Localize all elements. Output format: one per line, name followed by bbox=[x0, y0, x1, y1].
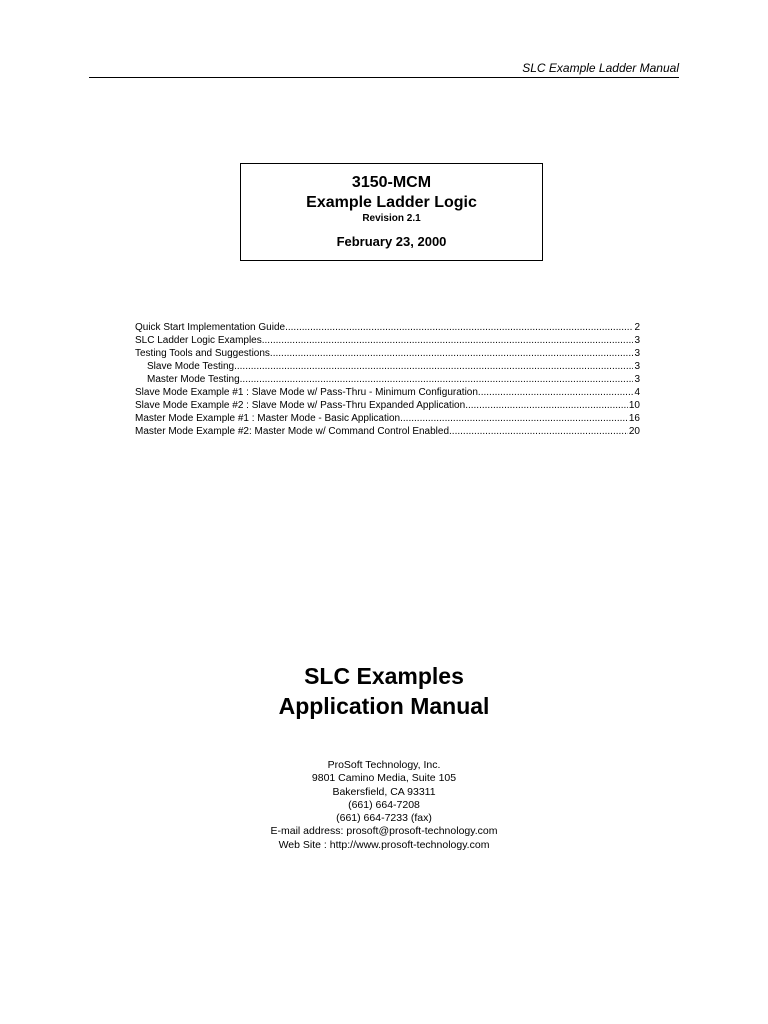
table-of-contents bbox=[135, 321, 640, 438]
toc-entry-page: 3 bbox=[634, 374, 640, 385]
document-date: February 23, 2000 bbox=[336, 234, 447, 249]
document-title: Example Ladder Logic bbox=[306, 194, 477, 211]
phone-number: (661) 664-7208 bbox=[348, 798, 420, 811]
title-box bbox=[240, 163, 543, 261]
toc-entry-page: 4 bbox=[634, 387, 640, 398]
toc-entry[interactable] bbox=[135, 334, 640, 347]
toc-entry[interactable] bbox=[135, 347, 640, 360]
manual-title bbox=[0, 661, 768, 721]
toc-entry-page: 3 bbox=[634, 361, 640, 372]
toc-entry-label: Master Mode Example #2: Master Mode w/ Command Control Enabled bbox=[135, 426, 450, 437]
company-name: ProSoft Technology, Inc. bbox=[327, 759, 441, 771]
running-header: SLC Example Ladder Manual bbox=[522, 61, 679, 75]
toc-entry[interactable] bbox=[135, 425, 640, 438]
toc-entry-label: Quick Start Implementation Guide bbox=[135, 322, 286, 333]
toc-entry[interactable] bbox=[135, 412, 640, 425]
document-code: 3150-MCM bbox=[351, 174, 432, 191]
web-address: Web Site : http://www.prosoft-technology.com bbox=[278, 838, 490, 851]
toc-entry-label: Master Mode Testing bbox=[147, 374, 240, 385]
toc-entry-label: Master Mode Example #1 : Master Mode - Basic Application bbox=[135, 413, 401, 424]
toc-leader bbox=[285, 321, 633, 334]
manual-title-line2: Application Manual bbox=[278, 693, 490, 719]
toc-leader bbox=[240, 373, 634, 386]
email-address: E-mail address: prosoft@prosoft-technology.com bbox=[270, 825, 498, 838]
toc-entry[interactable] bbox=[135, 360, 640, 373]
city-address: Bakersfield, CA 93311 bbox=[332, 785, 436, 798]
street-address: 9801 Camino Media, Suite 105 bbox=[311, 772, 457, 785]
header-rule bbox=[89, 77, 679, 78]
toc-leader bbox=[465, 399, 628, 412]
revision-label: Revision 2.1 bbox=[362, 213, 421, 224]
toc-leader bbox=[234, 360, 633, 373]
toc-leader bbox=[270, 347, 634, 360]
fax-number: (661) 664-7233 (fax) bbox=[336, 812, 432, 825]
toc-entry-page: 20 bbox=[628, 426, 640, 437]
toc-leader bbox=[478, 386, 634, 399]
toc-entry[interactable] bbox=[135, 321, 640, 334]
toc-entry-label: Slave Mode Example #1 : Slave Mode w/ Pass-Thru - Minimum Configuration bbox=[135, 387, 478, 398]
toc-entry-page: 3 bbox=[634, 348, 640, 359]
toc-entry-page: 3 bbox=[634, 335, 640, 346]
toc-leader bbox=[262, 334, 634, 347]
toc-entry-label: Slave Mode Example #2 : Slave Mode w/ Pass-Thru Expanded Application bbox=[135, 400, 466, 411]
toc-leader bbox=[449, 425, 628, 438]
toc-entry-page: 16 bbox=[628, 413, 640, 424]
manual-title-line1: SLC Examples bbox=[304, 663, 464, 689]
toc-leader bbox=[400, 412, 628, 425]
toc-entry-page: 10 bbox=[628, 400, 640, 411]
toc-entry[interactable] bbox=[135, 373, 640, 386]
toc-entry-label: SLC Ladder Logic Examples bbox=[135, 335, 262, 346]
contact-block bbox=[0, 759, 768, 852]
toc-entry-label: Testing Tools and Suggestions bbox=[135, 348, 270, 359]
toc-entry-page: 2 bbox=[634, 322, 640, 333]
toc-entry-label: Slave Mode Testing bbox=[147, 361, 235, 372]
toc-entry[interactable] bbox=[135, 399, 640, 412]
toc-entry[interactable] bbox=[135, 386, 640, 399]
